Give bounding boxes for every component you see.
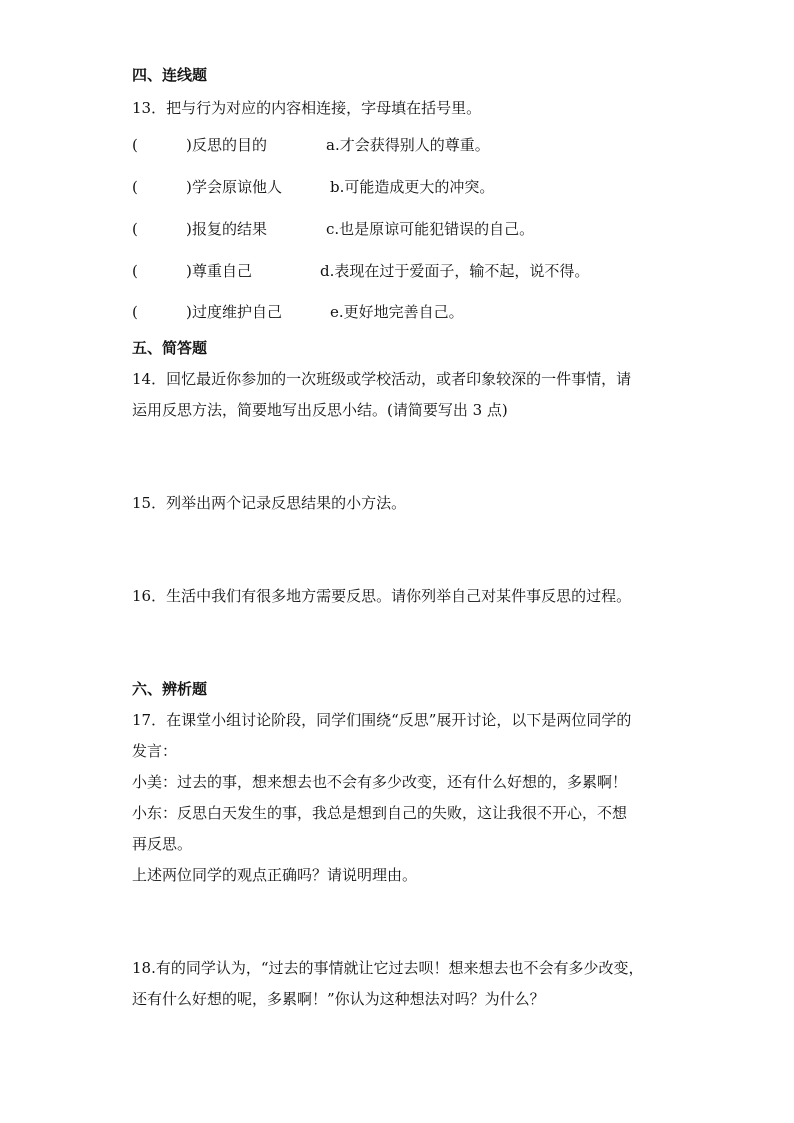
question-17-line-3: 小美：过去的事，想来想去也不会有多少改变，还有什么好想的，多累啊！ xyxy=(132,773,628,791)
question-17-line-6: 上述两位同学的观点正确吗？请说明理由。 xyxy=(132,866,418,884)
section-heading-analysis: 六、辨析题 xyxy=(132,680,208,698)
match-left-item: 报复的结果 xyxy=(192,220,268,238)
match-left-item: 学会原谅他人 xyxy=(192,178,283,196)
question-18-line-2: 还有什么好想的呢，多累啊！”你认为这种想法对吗？为什么？ xyxy=(132,990,545,1008)
answer-blank-open[interactable]: ( xyxy=(132,136,138,154)
answer-blank-open[interactable]: ( xyxy=(132,303,138,321)
answer-blank-open[interactable]: ( xyxy=(132,220,138,238)
question-14-line-2: 运用反思方法，简要地写出反思小结。(请简要写出 3 点) xyxy=(132,401,508,419)
question-17-line-4: 小东：反思白天发生的事，我总是想到自己的失败，这让我很不开心，不想 xyxy=(132,804,628,822)
answer-blank-close: ) xyxy=(186,136,192,154)
answer-blank-open[interactable]: ( xyxy=(132,262,138,280)
question-13-prompt: 13．把与行为对应的内容相连接，字母填在括号里。 xyxy=(132,99,482,117)
answer-blank-close: ) xyxy=(186,178,192,196)
match-row-3 xyxy=(132,218,692,240)
question-16: 16．生活中我们有很多地方需要反思。请你列举自己对某件事反思的过程。 xyxy=(132,587,632,605)
match-left-item: 尊重自己 xyxy=(192,262,253,280)
match-right-item: c.也是原谅可能犯错误的自己。 xyxy=(326,220,535,238)
match-left-item: 反思的目的 xyxy=(192,136,268,154)
match-right-item: b.可能造成更大的冲突。 xyxy=(330,178,495,196)
question-17-line-5: 再反思。 xyxy=(132,835,193,853)
match-row-1 xyxy=(132,134,692,156)
answer-blank-open[interactable]: ( xyxy=(132,178,138,196)
match-row-5 xyxy=(132,301,692,323)
answer-blank-close: ) xyxy=(186,262,192,280)
section-heading-matching: 四、连线题 xyxy=(132,66,208,84)
match-right-item: e.更好地完善自己。 xyxy=(330,303,464,321)
question-17-line-2: 发言： xyxy=(132,742,178,760)
question-14-line-1: 14．回忆最近你参加的一次班级或学校活动，或者印象较深的一件事情，请 xyxy=(132,370,632,388)
match-right-item: d.表现在过于爱面子，输不起，说不得。 xyxy=(320,262,590,280)
section-heading-short-answer: 五、简答题 xyxy=(132,339,208,357)
answer-blank-close: ) xyxy=(186,220,192,238)
question-18-line-1: 18.有的同学认为，“过去的事情就让它过去呗！想来想去也不会有多少改变， xyxy=(132,959,644,977)
question-17-line-1: 17．在课堂小组讨论阶段，同学们围绕“反思”展开讨论，以下是两位同学的 xyxy=(132,711,632,729)
question-15: 15．列举出两个记录反思结果的小方法。 xyxy=(132,494,407,512)
match-left-item: 过度维护自己 xyxy=(192,303,283,321)
match-right-item: a.才会获得别人的尊重。 xyxy=(326,136,490,154)
match-row-4 xyxy=(132,260,692,282)
match-row-2 xyxy=(132,176,692,198)
answer-blank-close: ) xyxy=(186,303,192,321)
